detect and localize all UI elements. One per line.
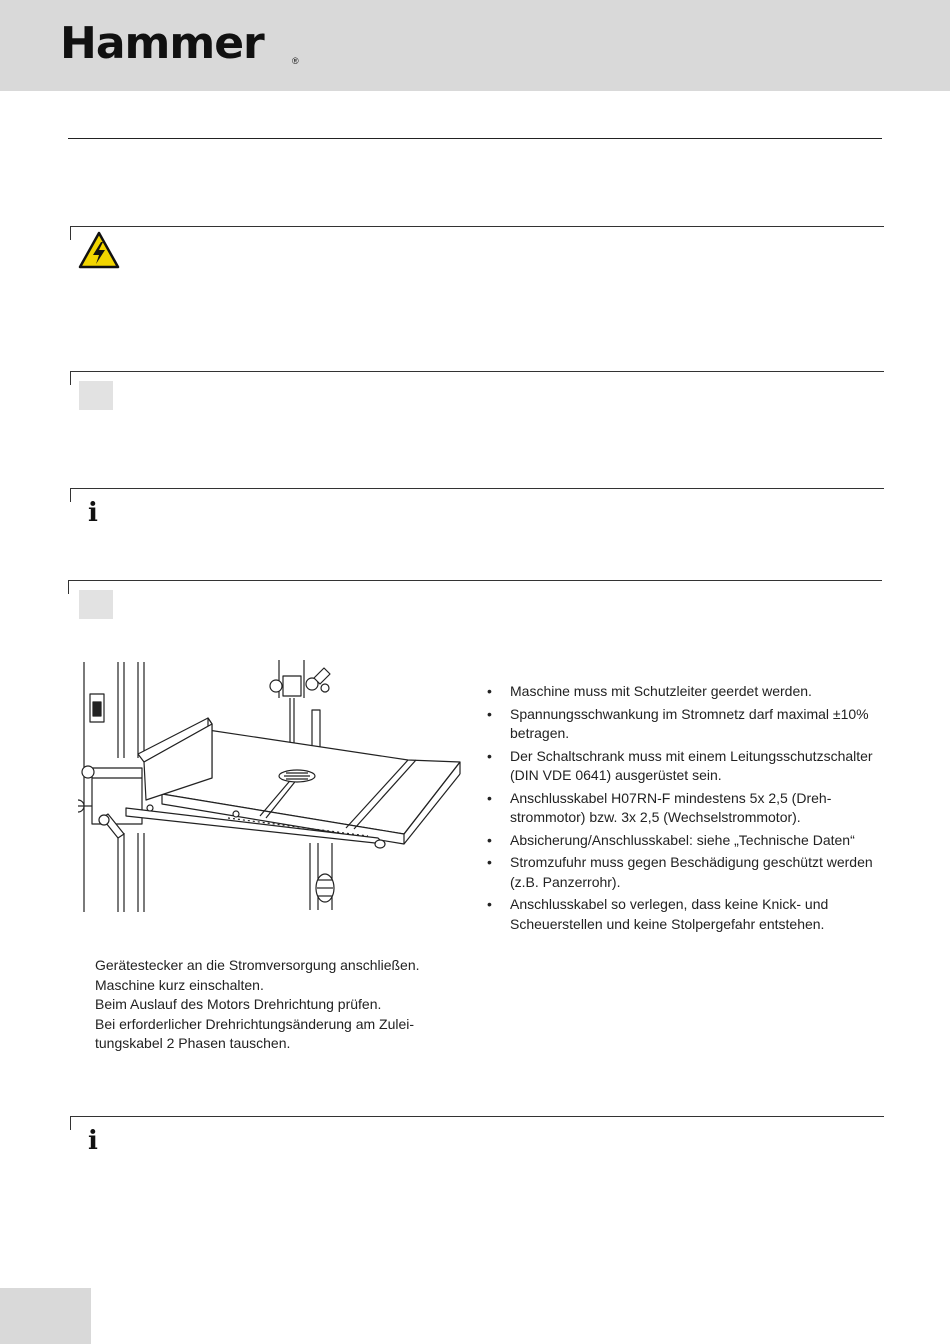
high-voltage-warning-icon	[78, 231, 120, 274]
section-tick	[70, 1116, 71, 1130]
section-divider-info	[70, 488, 884, 489]
brand-logo: Hammer	[60, 18, 264, 69]
registered-mark: ®	[292, 56, 299, 66]
section-marker-box	[79, 381, 113, 410]
instruction-line: Beim Auslauf des Motors Drehrichtung prüfen.	[95, 996, 382, 1012]
list-item: • Spannungsschwankung im Stromnetz darf maximal ±10% betragen.	[487, 705, 877, 744]
instruction-line: Maschine kurz einschalten.	[95, 976, 264, 993]
section-divider-2	[70, 371, 884, 372]
section-tick	[68, 580, 69, 594]
section-tick	[70, 488, 71, 502]
section-tick	[70, 371, 71, 385]
section-tick	[70, 226, 71, 240]
list-item: • Stromzufuhr muss gegen Beschädigung geschützt werden (z.B. Panzerrohr).	[487, 853, 877, 892]
list-item: • Maschine muss mit Schutzleiter geerdet werden.	[487, 682, 877, 702]
list-item: • Absicherung/Anschlusskabel: siehe „Technische Daten“	[487, 831, 877, 851]
list-item: • Der Schaltschrank muss mit einem Leitungsschutzschalter (DIN VDE 0641) ausgerüstet sein.	[487, 747, 877, 786]
list-item: • Anschlusskabel so verlegen, dass keine Knick- und Scheuerstellen und keine Stolpergefahr entstehen.	[487, 895, 877, 934]
section-divider-info-2	[70, 1116, 884, 1117]
top-rule	[68, 138, 882, 139]
page-header	[0, 0, 950, 91]
section-divider-warning	[70, 226, 884, 227]
section-divider-4	[68, 580, 882, 581]
list-item: • Anschlusskabel H07RN-F mindestens 5x 2,5 (Dreh-strommotor) bzw. 3x 2,5 (Wechselstrommotor).	[487, 789, 877, 828]
instruction-line: Bei erforderlicher Drehrichtungsänderung am Zulei-tungskabel 2 Phasen tauschen.	[95, 1015, 415, 1051]
connection-requirements-list	[487, 682, 877, 937]
page-number-box	[0, 1288, 91, 1344]
info-icon: i	[88, 498, 98, 528]
section-marker-box	[79, 590, 113, 619]
rotation-check-instructions	[95, 956, 455, 1054]
bandsaw-table-illustration	[78, 658, 463, 919]
info-icon: i	[88, 1126, 98, 1156]
instruction-line: Gerätestecker an die Stromversorgung anschließen.	[95, 957, 420, 973]
